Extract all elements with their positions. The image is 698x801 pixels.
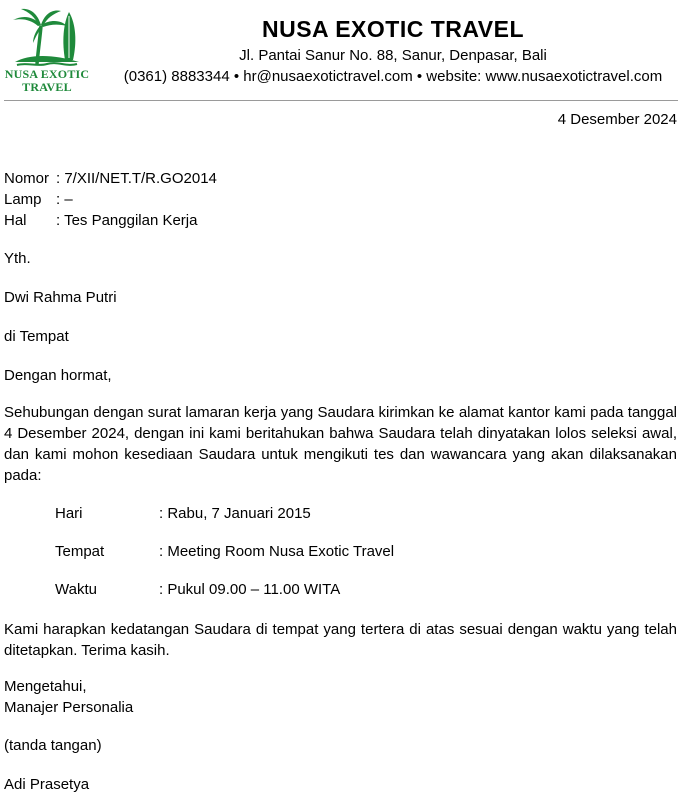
logo-text-line2: TRAVEL xyxy=(22,80,72,94)
hari-label: Hari xyxy=(55,505,83,522)
hal-value: : Tes Panggilan Kerja xyxy=(56,212,198,229)
letter-date: 4 Desember 2024 xyxy=(557,111,677,128)
nomor-label: Nomor xyxy=(4,170,50,187)
company-contact: (0361) 8883344 • hr@nusaexotictravel.com • website: www.nusaexotictravel.com xyxy=(123,68,663,85)
logo-text-line1: NUSA EXOTIC xyxy=(4,67,90,81)
hari-value: : Rabu, 7 Januari 2015 xyxy=(159,505,311,522)
recipient-place: di Tempat xyxy=(4,328,69,345)
waktu-value: : Pukul 09.00 – 11.00 WITA xyxy=(159,581,341,598)
lamp-row xyxy=(4,191,73,208)
recipient-name: Dwi Rahma Putri xyxy=(4,289,117,306)
hal-row xyxy=(4,212,197,229)
company-address: Jl. Pantai Sanur No. 88, Sanur, Denpasar, Bali xyxy=(239,47,547,64)
tempat-value: : Meeting Room Nusa Exotic Travel xyxy=(159,543,395,560)
signer-position: Manajer Personalia xyxy=(4,699,134,716)
greeting: Dengan hormat, xyxy=(4,367,112,384)
detail-tempat xyxy=(55,543,394,560)
detail-hari xyxy=(55,505,311,522)
header-divider xyxy=(4,100,678,101)
detail-waktu xyxy=(55,581,340,598)
lamp-value: : – xyxy=(56,191,73,208)
signer-name: Adi Prasetya xyxy=(4,776,90,793)
hal-label: Hal xyxy=(4,212,27,229)
company-name: NUSA EXOTIC TRAVEL xyxy=(261,16,524,42)
tempat-label: Tempat xyxy=(55,543,105,560)
closing-paragraph: Kami harapkan kedatangan Saudara di tempat yang tertera di atas sesuai dengan waktu yang telah ditetapkan. Terima kasih. xyxy=(4,621,677,659)
palm-tree-surfboard-icon xyxy=(7,6,87,68)
waktu-label: Waktu xyxy=(55,581,97,598)
body-paragraph: Sehubungan dengan surat lamaran kerja yang Saudara kirimkan ke alamat kantor kami pada tanggal 4 Desember 2024, dengan ini kami beritahukan bahwa Saudara telah dinyatakan lolos seleksi awal, dan kami mohon kesediaan Saudara untuk mengikuti tes dan wawancara yang akan dilaksanakan pada: xyxy=(4,404,677,484)
yth: Yth. xyxy=(4,250,31,267)
company-logo xyxy=(3,6,91,96)
nomor-value: : 7/XII/NET.T/R.GO2014 xyxy=(56,170,217,187)
acknowledged: Mengetahui, xyxy=(4,678,87,695)
signature-placeholder: (tanda tangan) xyxy=(4,737,102,754)
lamp-label: Lamp xyxy=(4,191,42,208)
nomor-row xyxy=(4,170,217,187)
